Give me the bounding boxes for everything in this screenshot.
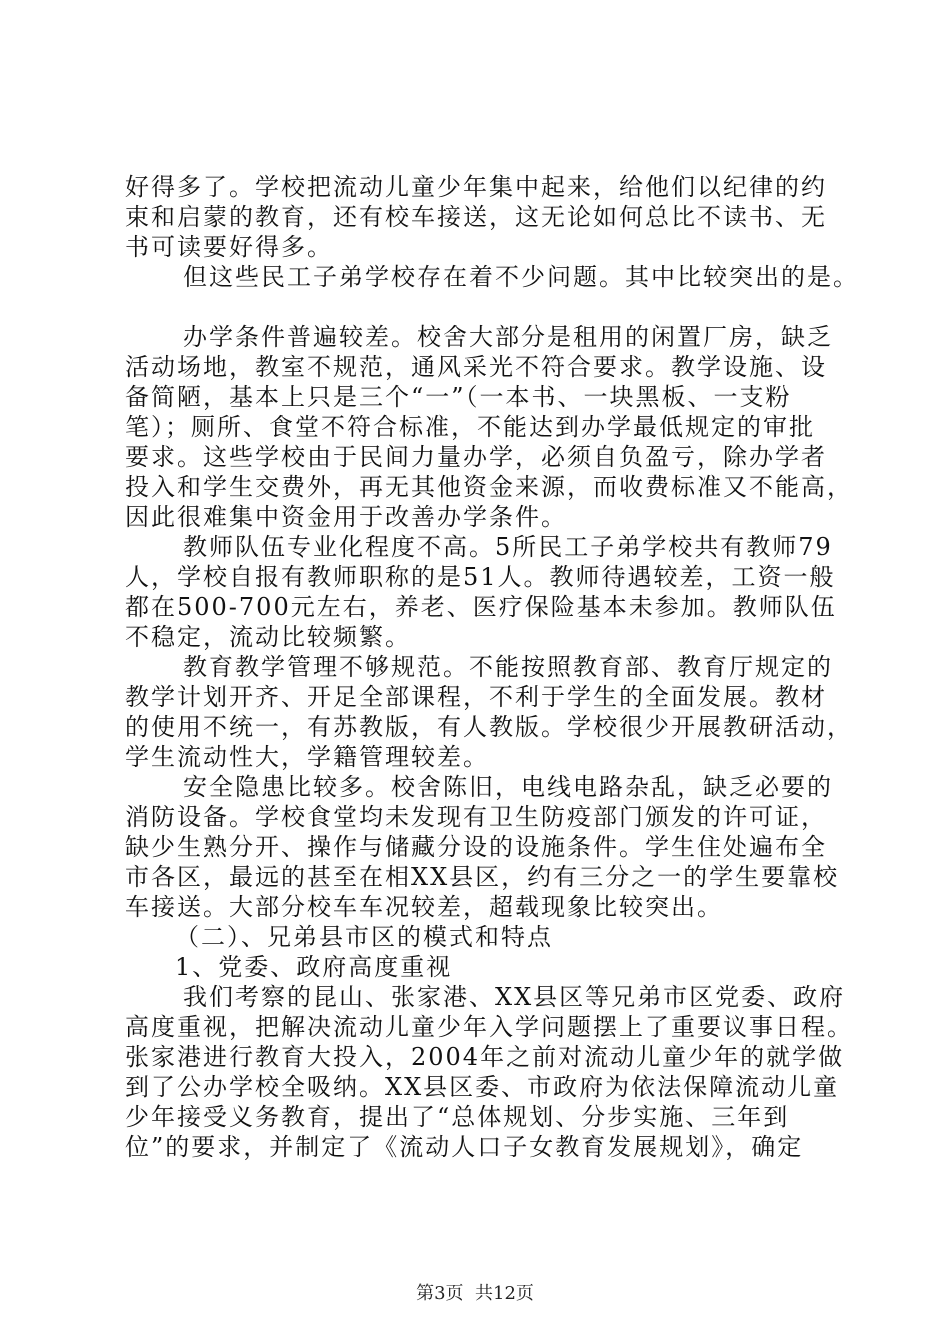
text-line: 投入和学生交费外，再无其他资金来源，而收费标准又不能高， (125, 473, 853, 501)
text-line: 书可读要好得多。 (125, 233, 333, 261)
text-line: 车接送。大部分校车车况较差，超载现象比较突出。 (125, 893, 723, 921)
text-line: 消防设备。学校食堂均未发现有卫生防疫部门颁发的许可证， (125, 803, 827, 831)
text-line: 备简陋，基本上只是三个“一”（一本书、一块黑板、一支粉 (125, 383, 792, 411)
text-line: 因此很难集中资金用于改善办学条件。 (125, 503, 567, 531)
text-line: 位”的要求，并制定了《流动人口子女教育发展规划》，确定 (125, 1133, 804, 1161)
text-line: 好得多了。学校把流动儿童少年集中起来，给他们以纪律的约 (125, 173, 827, 201)
text-line: 到了公办学校全吸纳。XX县区委、市政府为依法保障流动儿童 (125, 1073, 840, 1101)
text-line: 高度重视，把解决流动儿童少年入学问题摆上了重要议事日程。 (125, 1013, 853, 1041)
text-line: 教师队伍专业化程度不高。5所民工子弟学校共有教师79 (183, 533, 833, 561)
text-line: 人，学校自报有教师职称的是51人。教师待遇较差，工资一般 (125, 563, 836, 591)
section-heading: （二）、兄弟县市区的模式和特点 (175, 923, 553, 951)
text-line: 不稳定，流动比较频繁。 (125, 623, 411, 651)
text-line: 学生流动性大，学籍管理较差。 (125, 743, 489, 771)
text-line: 束和启蒙的教育，还有校车接送，这无论如何总比不读书、无 (125, 203, 827, 231)
text-line: 的使用不统一，有苏教版，有人教版。学校很少开展教研活动， (125, 713, 853, 741)
text-line: 教育教学管理不够规范。不能按照教育部、教育厅规定的 (183, 653, 833, 681)
text-line: 活动场地，教室不规范，通风采光不符合要求。教学设施、设 (125, 353, 827, 381)
text-line: 教学计划开齐、开足全部课程，不利于学生的全面发展。教材 (125, 683, 827, 711)
text-line: 少年接受义务教育，提出了“总体规划、分步实施、三年到 (125, 1103, 790, 1131)
text-line: 但这些民工子弟学校存在着不少问题。其中比较突出的是。 (183, 263, 859, 291)
page-number-footer: 第3页 共12页 (416, 1283, 534, 1304)
text-line: 张家港进行教育大投入，2004年之前对流动儿童少年的就学做 (125, 1043, 845, 1071)
blank-line (125, 292, 850, 322)
text-line: 市各区，最远的甚至在相XX县区，约有三分之一的学生要靠校 (125, 863, 840, 891)
text-line: 笔）；厕所、食堂不符合标准，不能达到办学最低规定的审批 (125, 413, 815, 441)
text-line: 缺少生熟分开、操作与储藏分设的设施条件。学生住处遍布全 (125, 833, 827, 861)
text-line: 要求。这些学校由于民间力量办学，必须自负盈亏，除办学者 (125, 443, 827, 471)
subsection-heading: 1、党委、政府高度重视 (175, 953, 453, 981)
text-line: 安全隐患比较多。校舍陈旧，电线电路杂乱，缺乏必要的 (183, 773, 833, 801)
text-line: 我们考察的昆山、张家港、XX县区等兄弟市区党委、政府 (183, 983, 846, 1011)
text-line: 都在500-700元左右，养老、医疗保险基本未参加。教师队伍 (125, 593, 837, 621)
body-text (125, 172, 859, 1162)
text-line: 办学条件普遍较差。校舍大部分是租用的闲置厂房，缺乏 (183, 323, 833, 351)
